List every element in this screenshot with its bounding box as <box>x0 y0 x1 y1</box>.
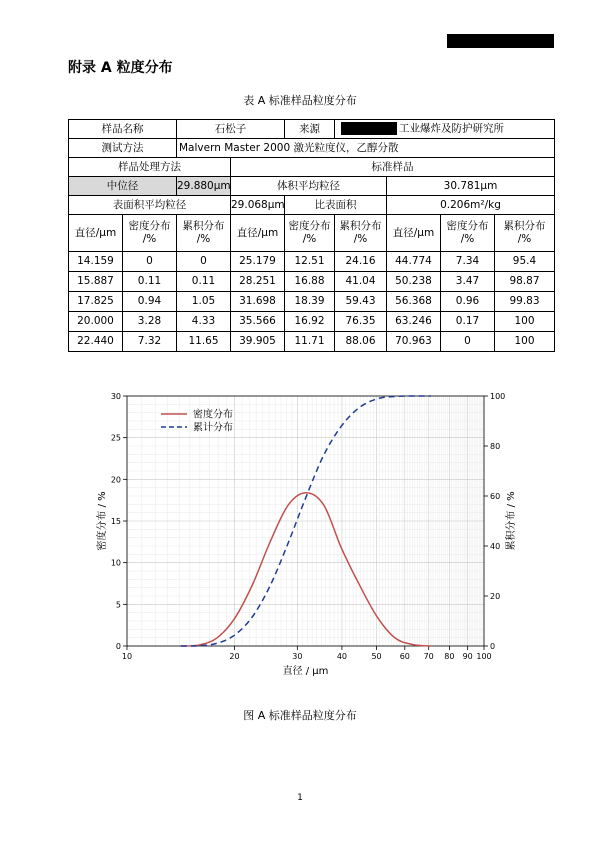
col-density <box>285 215 335 252</box>
table-cell: 22.440 <box>69 332 123 352</box>
table-cell: 16.92 <box>285 312 335 332</box>
table-cell: 7.32 <box>123 332 177 352</box>
table-cell: 56.368 <box>387 292 441 312</box>
median-label: 中位径 <box>69 177 177 196</box>
table-row <box>69 158 555 177</box>
vol-mean-label: 体积平均粒径 <box>231 177 387 196</box>
col-density <box>123 215 177 252</box>
table-row <box>69 139 555 158</box>
table-cell: 31.698 <box>231 292 285 312</box>
table-cell: 0.11 <box>123 272 177 292</box>
table-cell: 50.238 <box>387 272 441 292</box>
table-title: 表 A 标准样品粒度分布 <box>243 94 357 107</box>
x-tick-label: 60 <box>399 652 410 661</box>
ssa-value: 0.206m²/kg <box>387 196 555 215</box>
table-row <box>69 272 555 292</box>
col-density-top: 密度分布 <box>288 220 331 232</box>
x-tick-label: 10 <box>121 652 133 661</box>
table-cell: 15.887 <box>69 272 123 292</box>
table-cell: 0.11 <box>177 272 231 292</box>
table-cell: 0.17 <box>441 312 495 332</box>
y-left-tick-label: 10 <box>110 558 121 568</box>
legend-label: 密度分布 <box>193 409 233 421</box>
legend-label: 累计分布 <box>193 422 233 434</box>
col-density-top: 密度分布 <box>128 220 171 232</box>
method-label: 测试方法 <box>69 139 177 158</box>
table-cell: 24.16 <box>335 252 387 272</box>
table-cell: 1.05 <box>177 292 231 312</box>
y-right-axis-label: 累积分布 / % <box>506 491 517 551</box>
col-diameter: 直径/μm <box>231 215 285 252</box>
x-tick-label: 50 <box>371 652 382 661</box>
x-tick-label: 70 <box>423 652 434 661</box>
table-cell: 0 <box>177 252 231 272</box>
table-cell: 39.905 <box>231 332 285 352</box>
y-right-tick-label: 0 <box>490 642 496 651</box>
table-cell: 3.28 <box>123 312 177 332</box>
col-cumulative-top: 累积分布 <box>503 220 546 232</box>
table-cell: 44.774 <box>387 252 441 272</box>
y-left-tick-label: 25 <box>110 433 121 443</box>
x-tick-label: 20 <box>229 652 240 661</box>
table-cell: 88.06 <box>335 332 387 352</box>
median-value: 29.880μm <box>177 177 231 196</box>
table-cell: 18.39 <box>285 292 335 312</box>
y-right-tick-label: 60 <box>490 492 501 501</box>
col-cumulative-unit: /% <box>353 233 368 245</box>
y-left-axis-label: 密度分布 / % <box>97 491 108 551</box>
table-cell: 0 <box>123 252 177 272</box>
table-cell: 11.71 <box>285 332 335 352</box>
table-cell: 28.251 <box>231 272 285 292</box>
col-cumulative-unit: /% <box>517 233 532 245</box>
x-tick-label: 30 <box>292 652 303 661</box>
col-cumulative-top: 累积分布 <box>182 220 225 232</box>
distribution-table <box>68 119 555 352</box>
table-row <box>69 196 555 215</box>
table-cell: 17.825 <box>69 292 123 312</box>
y-right-tick-label: 100 <box>490 392 506 401</box>
y-left-tick-label: 5 <box>115 600 121 610</box>
y-left-tick-label: 0 <box>115 642 121 651</box>
x-axis-label: 直径 / μm <box>282 666 329 677</box>
table-cell: 95.4 <box>495 252 555 272</box>
table-cell: 12.51 <box>285 252 335 272</box>
page-number: 1 <box>297 793 303 803</box>
vol-mean-value: 30.781μm <box>387 177 555 196</box>
table-row <box>69 312 555 332</box>
table-cell: 0.96 <box>441 292 495 312</box>
particle-size-chart <box>0 380 600 680</box>
table-cell: 0 <box>441 332 495 352</box>
table-cell: 16.88 <box>285 272 335 292</box>
y-left-tick-label: 20 <box>110 475 121 485</box>
col-cumulative <box>495 215 555 252</box>
table-row <box>69 177 555 196</box>
x-tick-label: 90 <box>462 652 473 661</box>
processing-value: 标准样品 <box>231 158 555 177</box>
table-cell: 63.246 <box>387 312 441 332</box>
table-cell: 98.87 <box>495 272 555 292</box>
y-right-tick-label: 40 <box>490 542 501 551</box>
table-cell: 7.34 <box>441 252 495 272</box>
table-cell: 35.566 <box>231 312 285 332</box>
table-header-row <box>69 215 555 252</box>
col-cumulative <box>177 215 231 252</box>
source-redaction <box>341 122 397 135</box>
table-cell: 76.35 <box>335 312 387 332</box>
appendix-heading: 附录 A 粒度分布 <box>68 60 173 76</box>
table-cell: 70.963 <box>387 332 441 352</box>
table-cell: 20.000 <box>69 312 123 332</box>
table-cell: 59.43 <box>335 292 387 312</box>
col-density-top: 密度分布 <box>446 220 489 232</box>
table-cell: 25.179 <box>231 252 285 272</box>
col-density <box>441 215 495 252</box>
table-row <box>69 332 555 352</box>
table-row <box>69 292 555 312</box>
table-row <box>69 252 555 272</box>
table-cell: 0.94 <box>123 292 177 312</box>
x-tick-label: 100 <box>476 652 492 661</box>
source-suffix: 工业爆炸及防护研究所 <box>399 122 504 135</box>
surf-mean-label: 表面积平均粒径 <box>69 196 231 215</box>
table-cell: 100 <box>495 312 555 332</box>
col-density-unit: /% <box>460 233 475 245</box>
table-cell: 99.83 <box>495 292 555 312</box>
col-diameter: 直径/μm <box>387 215 441 252</box>
col-density-unit: /% <box>142 233 157 245</box>
table-row <box>69 120 555 139</box>
source-label: 来源 <box>285 120 335 139</box>
processing-label: 样品处理方法 <box>69 158 231 177</box>
surf-mean-value: 29.068μm <box>231 196 285 215</box>
x-tick-label: 40 <box>336 652 348 661</box>
sample-name: 石松子 <box>177 120 285 139</box>
source-value <box>335 120 555 139</box>
ssa-label: 比表面积 <box>285 196 387 215</box>
col-cumulative-unit: /% <box>196 233 211 245</box>
y-right-tick-label: 80 <box>490 442 501 451</box>
table-cell: 100 <box>495 332 555 352</box>
col-cumulative-top: 累积分布 <box>339 220 382 232</box>
x-tick-label: 80 <box>444 652 455 661</box>
table-cell: 14.159 <box>69 252 123 272</box>
figure-caption: 图 A 标准样品粒度分布 <box>243 709 357 722</box>
method-value: Malvern Master 2000 激光粒度仪，乙醇分散 <box>177 139 555 158</box>
table-cell: 3.47 <box>441 272 495 292</box>
y-right-tick-label: 20 <box>490 592 501 601</box>
col-diameter: 直径/μm <box>69 215 123 252</box>
y-left-tick-label: 30 <box>110 392 121 401</box>
sample-name-label: 样品名称 <box>69 120 177 139</box>
table-cell: 11.65 <box>177 332 231 352</box>
col-density-unit: /% <box>302 233 317 245</box>
col-cumulative <box>335 215 387 252</box>
table-cell: 41.04 <box>335 272 387 292</box>
y-left-tick-label: 15 <box>110 517 121 526</box>
table-cell: 4.33 <box>177 312 231 332</box>
redaction-bar <box>447 34 554 48</box>
